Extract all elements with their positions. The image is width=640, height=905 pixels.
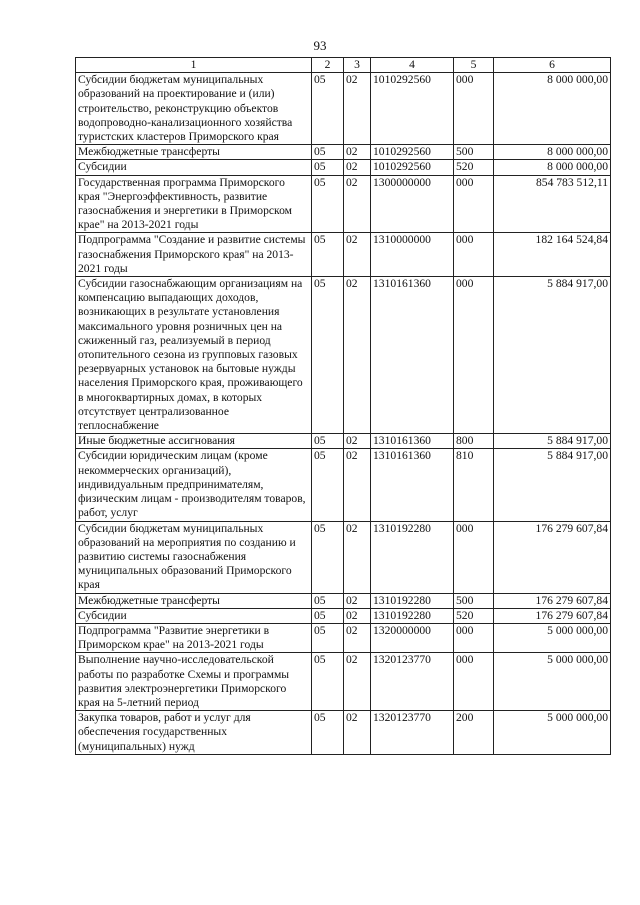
table-row [76,608,611,623]
amount: 5 000 000,00 [494,653,611,711]
section-code: 05 [312,73,344,145]
amount: 176 279 607,84 [494,521,611,593]
target-article-code: 1010292560 [371,145,454,160]
header-cell: 4 [371,58,454,73]
item-name: Субсидии [76,608,312,623]
header-cell: 5 [454,58,494,73]
target-article-code: 1300000000 [371,175,454,233]
section-code: 05 [312,521,344,593]
table-row [76,434,611,449]
expense-type-code: 520 [454,608,494,623]
target-article-code: 1320123770 [371,653,454,711]
item-name: Государственная программа Приморского края "Энергоэффективность, развитие газоснабжения и энергетики в Приморском крае" на 2013-2021 годы [76,175,312,233]
expense-type-code: 500 [454,593,494,608]
item-name: Межбюджетные трансферты [76,145,312,160]
table-row [76,623,611,652]
table-row [76,160,611,175]
amount: 5 000 000,00 [494,623,611,652]
item-name: Субсидии бюджетам муниципальных образований на проектирование и (или) строительство, реконструкцию объектов водопроводно-канализационного хозяйства туристских кластеров Приморского края [76,73,312,145]
expense-type-code: 000 [454,653,494,711]
table-row [76,73,611,145]
section-code: 05 [312,175,344,233]
item-name: Закупка товаров, работ и услуг для обеспечения государственных (муниципальных) нужд [76,711,312,755]
amount: 5 884 917,00 [494,449,611,521]
header-row [76,58,611,73]
target-article-code: 1310192280 [371,521,454,593]
amount: 8 000 000,00 [494,160,611,175]
target-article-code: 1310192280 [371,593,454,608]
subsection-code: 02 [344,277,371,434]
subsection-code: 02 [344,160,371,175]
item-name: Подпрограмма "Развитие энергетики в Приморском крае" на 2013-2021 годы [76,623,312,652]
amount: 176 279 607,84 [494,593,611,608]
target-article-code: 1310161360 [371,434,454,449]
section-code: 05 [312,160,344,175]
target-article-code: 1320000000 [371,623,454,652]
section-code: 05 [312,145,344,160]
expense-type-code: 200 [454,711,494,755]
expense-type-code: 520 [454,160,494,175]
budget-table [75,57,611,755]
table-row [76,521,611,593]
section-code: 05 [312,434,344,449]
amount: 854 783 512,11 [494,175,611,233]
page-number: 93 [313,38,327,53]
subsection-code: 02 [344,233,371,277]
target-article-code: 1310161360 [371,449,454,521]
section-code: 05 [312,277,344,434]
section-code: 05 [312,623,344,652]
item-name: Субсидии бюджетам муниципальных образований на мероприятия по созданию и развитию системы газоснабжения муниципальных образований Приморского края [76,521,312,593]
target-article-code: 1010292560 [371,160,454,175]
target-article-code: 1320123770 [371,711,454,755]
expense-type-code: 810 [454,449,494,521]
table-row [76,449,611,521]
subsection-code: 02 [344,623,371,652]
subsection-code: 02 [344,521,371,593]
expense-type-code: 000 [454,233,494,277]
amount: 8 000 000,00 [494,73,611,145]
amount: 8 000 000,00 [494,145,611,160]
subsection-code: 02 [344,711,371,755]
table-row [76,175,611,233]
subsection-code: 02 [344,145,371,160]
subsection-code: 02 [344,73,371,145]
subsection-code: 02 [344,175,371,233]
section-code: 05 [312,593,344,608]
table-row [76,711,611,755]
section-code: 05 [312,711,344,755]
expense-type-code: 000 [454,73,494,145]
header-cell: 6 [494,58,611,73]
target-article-code: 1310000000 [371,233,454,277]
expense-type-code: 500 [454,145,494,160]
amount: 176 279 607,84 [494,608,611,623]
section-code: 05 [312,233,344,277]
amount: 5 000 000,00 [494,711,611,755]
item-name: Иные бюджетные ассигнования [76,434,312,449]
table-row [76,593,611,608]
table-row [76,653,611,711]
subsection-code: 02 [344,653,371,711]
section-code: 05 [312,653,344,711]
subsection-code: 02 [344,608,371,623]
expense-type-code: 000 [454,277,494,434]
table-row [76,233,611,277]
header-cell: 3 [344,58,371,73]
item-name: Выполнение научно-исследовательской работы по разработке Схемы и программы развития электроэнергетики Приморского края на 5-летний период [76,653,312,711]
item-name: Субсидии юридическим лицам (кроме некоммерческих организаций), индивидуальным предпринимателям, физическим лицам - производителям товаров, работ, услуг [76,449,312,521]
header-cell: 1 [76,58,312,73]
item-name: Субсидии [76,160,312,175]
subsection-code: 02 [344,593,371,608]
amount: 5 884 917,00 [494,277,611,434]
section-code: 05 [312,608,344,623]
item-name: Субсидии газоснабжающим организациям на компенсацию выпадающих доходов, возникающих в результате установления максимального уровня розничных цен на сжиженный газ, реализуемый в период отопительного сезона из групповых газовых резервуарных установок на бытовые нужды населения Приморского края, проживающего в многоквартирных домах, в которых отсутствует централизованное теплоснабжение [76,277,312,434]
header-cell: 2 [312,58,344,73]
expense-type-code: 800 [454,434,494,449]
subsection-code: 02 [344,449,371,521]
expense-type-code: 000 [454,623,494,652]
section-code: 05 [312,449,344,521]
item-name: Межбюджетные трансферты [76,593,312,608]
item-name: Подпрограмма "Создание и развитие системы газоснабжения Приморского края" на 2013-2021 годы [76,233,312,277]
subsection-code: 02 [344,434,371,449]
table-row [76,145,611,160]
target-article-code: 1310192280 [371,608,454,623]
amount: 182 164 524,84 [494,233,611,277]
table-row [76,277,611,434]
target-article-code: 1310161360 [371,277,454,434]
amount: 5 884 917,00 [494,434,611,449]
expense-type-code: 000 [454,175,494,233]
expense-type-code: 000 [454,521,494,593]
target-article-code: 1010292560 [371,73,454,145]
